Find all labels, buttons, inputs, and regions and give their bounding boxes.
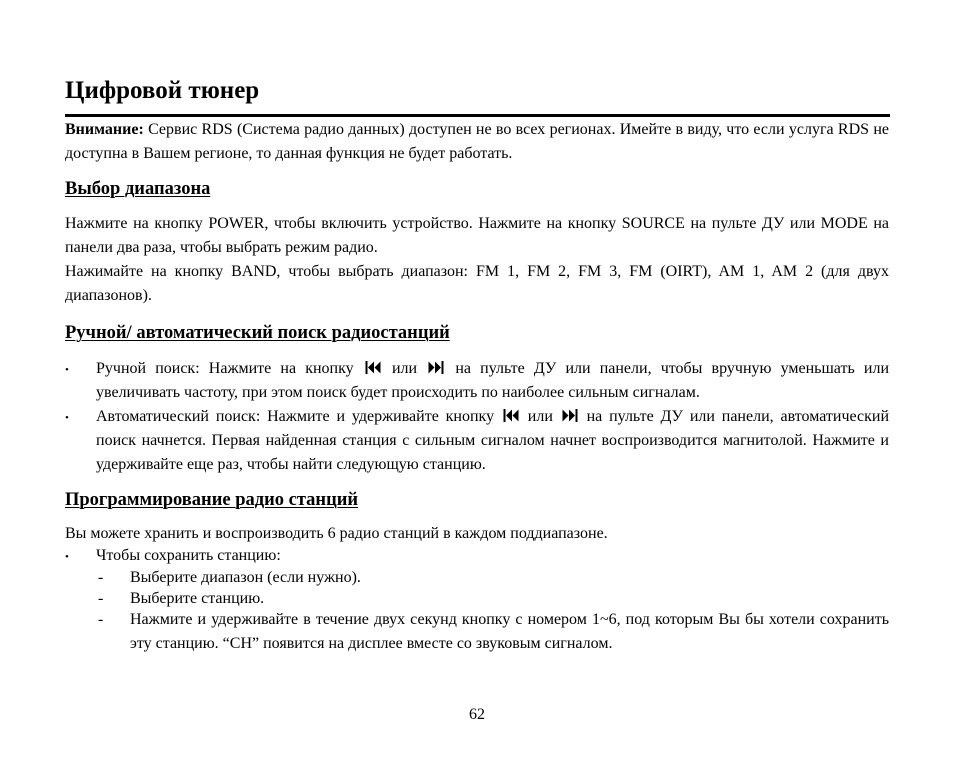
note-text: Сервис RDS (Система радио данных) доступен не во всех регионах. Имейте в виду, что если услуга RDS не доступна в Вашем регионе, то данная функция не будет работать. [65, 121, 889, 162]
manual-page [65, 0, 889, 781]
manual-search-text: Ручной поиск: Нажмите на кнопку или на пульте ДУ или панели, чтобы вручную уменьшать или увеличивать частоту, при этом поиск будет происходить по наиболее сильным сигналам. [96, 360, 890, 401]
bullet-icon: • [65, 551, 69, 563]
search-section-heading: Ручной/ автоматический поиск радиостанций [65, 323, 450, 343]
title-divider [65, 114, 890, 117]
step-text: Нажмите и удерживайте в течение двух секунд кнопку с номером 1~6, под которым Вы бы хотели сохранить эту станцию. “CH” появится на дисплее вместе со звуковым сигналом. [130, 611, 889, 652]
note-label: Внимание: [65, 121, 144, 138]
list-item-auto-search [65, 405, 889, 477]
step-text: Выберите диапазон (если нужно). [130, 569, 361, 586]
step-text: Выберите станцию. [130, 590, 265, 607]
band-section-heading: Выбор диапазона [65, 179, 211, 199]
page-number: 62 [469, 706, 485, 723]
list-item-save-station [65, 544, 889, 568]
band-paragraph-power: Нажмите на кнопку POWER, чтобы включить устройство. Нажмите на кнопку SOURCE на пульте ДУ или MODE на панели два раза, чтобы выбрать режим радио. [65, 215, 889, 256]
rds-note [65, 118, 889, 166]
page-title: Цифровой тюнер [65, 77, 260, 104]
dash-marker: - [98, 590, 104, 607]
dash-marker: - [98, 569, 104, 586]
list-item-manual-search [65, 357, 889, 405]
program-section-heading: Программирование радио станций [65, 490, 359, 510]
program-intro: Вы можете хранить и воспроизводить 6 радио станций в каждом поддиапазоне. [65, 525, 608, 542]
save-station-text: Чтобы сохранить станцию: [96, 547, 281, 564]
skip-next-icon [562, 408, 578, 423]
skip-previous-icon [503, 408, 519, 423]
step-item [65, 608, 889, 656]
auto-search-text: Автоматический поиск: Нажмите и удерживайте кнопку или на пульте ДУ или панели, автоматический поиск начнется. Первая найденная станция с сильным сигналом начнет воспроизводится магнитолой. Нажмите и удерживайте еще раз, чтобы найти следующую станцию. [96, 408, 890, 473]
dash-marker: - [98, 611, 104, 628]
bullet-icon: • [65, 412, 69, 424]
bullet-icon: • [65, 364, 69, 376]
band-paragraph-band: Нажимайте на кнопку BAND, чтобы выбрать диапазон: FM 1, FM 2, FM 3, FM (OIRT), AM 1, AM 2 (для двух диапазонов). [65, 263, 889, 304]
skip-previous-icon [365, 360, 381, 375]
skip-next-icon [428, 360, 444, 375]
